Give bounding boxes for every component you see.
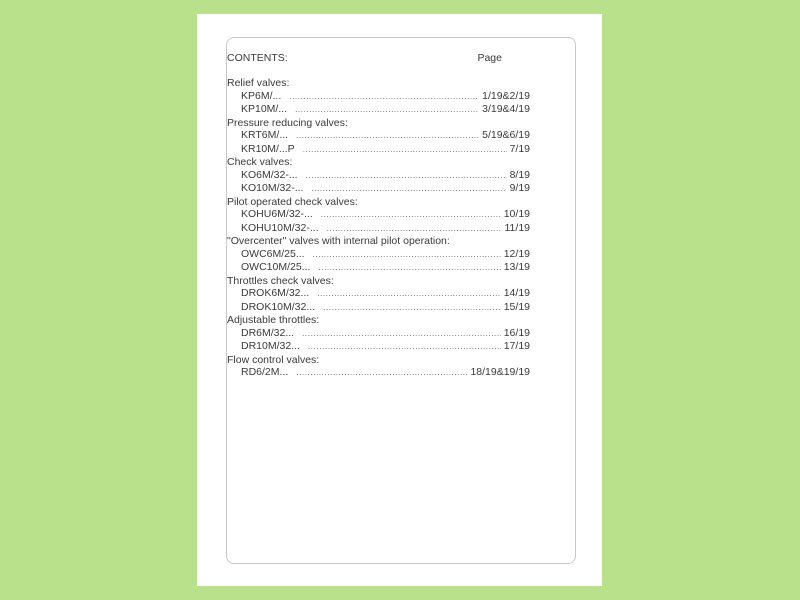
entry-pages: 15/19 (503, 300, 530, 313)
section-title: Flow control valves: (227, 353, 320, 366)
section-title: Check valves: (227, 156, 293, 168)
dot-leader (318, 262, 500, 275)
entry-pages: 1/19&2/19 (482, 89, 530, 102)
section-title: Relief valves: (227, 77, 290, 89)
dot-leader (303, 144, 507, 157)
document-page (197, 14, 602, 586)
entry-pages: 14/19 (503, 287, 530, 299)
dot-leader (295, 104, 479, 117)
entry-pages: 9/19 (509, 182, 530, 194)
toc-header (227, 51, 530, 65)
entry-code: KO6M/32-... (241, 168, 298, 181)
entry-code: KOHU10M/32-... (241, 221, 319, 234)
dot-leader (308, 341, 501, 354)
dot-leader (311, 183, 506, 196)
entry-pages: 5/19&6/19 (482, 129, 530, 141)
toc-entry (227, 327, 530, 341)
entry-pages: 3/19&4/19 (482, 103, 530, 115)
toc-entry (227, 222, 530, 236)
section-title: Throttles check valves: (227, 274, 334, 287)
section-title: Adjustable throttles: (227, 314, 320, 326)
toc-entry (227, 129, 530, 143)
dot-leader (317, 288, 500, 301)
dot-leader (302, 328, 501, 341)
toc-entry (227, 340, 530, 354)
entry-code: RD6/2M... (241, 366, 289, 378)
entry-pages: 11/19 (504, 221, 530, 234)
dot-leader (321, 209, 501, 222)
toc-entry (227, 366, 530, 380)
entry-pages: 18/19&19/19 (470, 366, 530, 378)
entry-code: DROK10M/32... (241, 300, 316, 313)
section-title: "Overcenter" valves with internal pilot operation: (227, 235, 450, 247)
contents-heading: CONTENTS: (227, 52, 288, 64)
dot-leader (296, 130, 479, 143)
section-title: Pressure reducing valves: (227, 116, 348, 129)
entry-pages: 10/19 (503, 208, 530, 220)
toc-entry (227, 90, 530, 104)
entry-code: KO10M/32-... (241, 182, 304, 194)
toc-entry (227, 182, 530, 196)
toc-entry (227, 261, 530, 275)
entry-pages: 8/19 (509, 168, 530, 181)
entry-code: KP6M/... (241, 89, 282, 102)
table-of-contents (227, 51, 530, 380)
toc-entry (227, 143, 530, 157)
entry-pages: 13/19 (503, 261, 530, 273)
entry-code: KRT6M/... (241, 129, 289, 141)
entry-code: OWC10M/25... (241, 261, 311, 273)
entry-pages: 12/19 (503, 247, 530, 260)
dot-leader (296, 367, 467, 380)
entry-pages: 17/19 (503, 340, 530, 352)
entry-code: KR10M/...P (241, 142, 295, 155)
dot-leader (323, 302, 501, 315)
toc-entry (227, 248, 530, 262)
entry-code: DR6M/32... (241, 326, 295, 339)
entry-pages: 16/19 (503, 326, 530, 339)
dot-leader (313, 249, 501, 262)
toc-entry (227, 169, 530, 183)
entry-code: DR10M/32... (241, 340, 300, 352)
toc-entry (227, 287, 530, 301)
dot-leader (289, 91, 479, 104)
section-title: Pilot operated check valves: (227, 195, 358, 208)
toc-entry (227, 103, 530, 117)
toc-entry (227, 208, 530, 222)
entry-pages: 7/19 (509, 142, 530, 155)
entry-code: KP10M/... (241, 103, 288, 115)
dot-leader (327, 223, 502, 236)
entry-code: KOHU6M/32-... (241, 208, 313, 220)
toc-sections (227, 77, 530, 380)
entry-code: OWC6M/25... (241, 247, 305, 260)
page-column-label: Page (477, 52, 502, 64)
dot-leader (306, 170, 507, 183)
toc-entry (227, 301, 530, 315)
entry-code: DROK6M/32... (241, 287, 310, 299)
